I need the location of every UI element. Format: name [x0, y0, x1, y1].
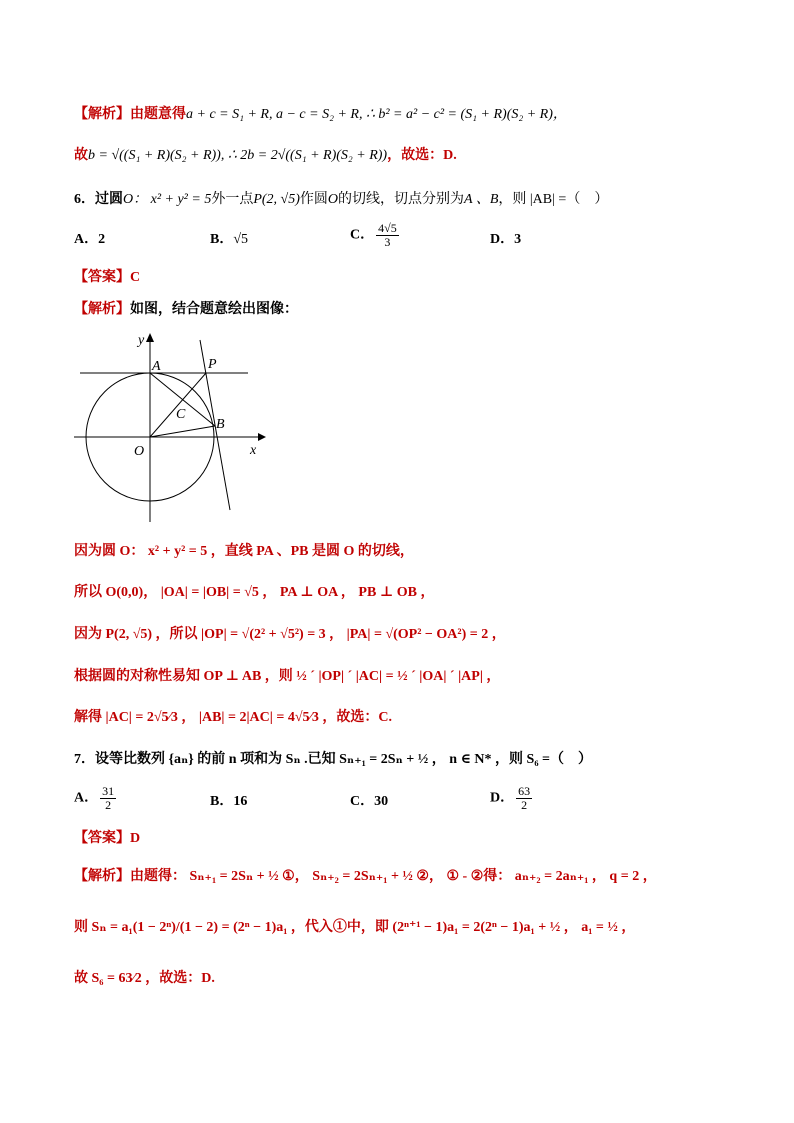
- q6-sol-3: 因为 P(2, √5) ，所以 |OP| = √(2² + √5²) = 3 ， |PA| = √(OP² − OA²) = 2 ，: [74, 627, 506, 642]
- segment-op: [150, 373, 206, 437]
- q6-figure: [72, 330, 272, 525]
- q6-option-a: A．2: [74, 232, 106, 247]
- q6-sol-1: 因为圆 O： x² + y² = 5 ，直线 PA 、PB 是圆 O 的切线，: [74, 544, 414, 559]
- q5-math-2: b = √((S₁ + R)(S₂ + R)), ∴ 2b = 2√((S₁ + R)(S₂ + R)): [88, 148, 388, 163]
- jiexi-tag: 【解析】: [74, 107, 130, 122]
- q5-jiexi-line1: 【解析】由题意得a + c = S₁ + R, a − c = S₂ + R, ∴ b² = a² − c² = (S₁ + R)(S₂ + R)，: [74, 107, 567, 122]
- segment-ob: [150, 426, 215, 437]
- q6-option-b: B．√5: [210, 232, 249, 247]
- q5-jiexi-line2: 故b = √((S₁ + R)(S₂ + R)), ∴ 2b = 2√((S₁ + R)(S₂ + R))，故选：D.: [74, 148, 457, 163]
- q7-answer: 【答案】D: [74, 831, 141, 846]
- label-p: P: [208, 357, 217, 372]
- q6-answer: 【答案】C: [74, 270, 141, 285]
- q7-sol-3: 故 S₆ = 63⁄2 ，故选：D.: [74, 971, 215, 986]
- label-x: x: [250, 443, 257, 458]
- q5-math-1: a + c = S₁ + R, a − c = S₂ + R, ∴ b² = a² − c² = (S₁ + R)(S₂ + R)，: [186, 107, 567, 122]
- q7-stem: 7．设等比数列 {aₙ} 的前 n 项和为 Sₙ .已知 Sₙ₊₁ = 2Sₙ + ½ ， n ∈ N* ，则 S₆ =（ ）: [74, 752, 593, 767]
- q6-sol-2: 所以 O(0,0)， |OA| = |OB| = √5 ， PA ⊥ OA ， PB ⊥ OB ，: [74, 585, 435, 600]
- x-axis-arrow: [258, 433, 266, 441]
- label-o: O: [134, 444, 145, 459]
- label-c: C: [176, 407, 186, 422]
- q7-option-d: D． $\frac{63}{2}$: [490, 784, 531, 812]
- q7-sol-2: 则 Sₙ = a₁(1 − 2ⁿ)/(1 − 2) = (2ⁿ − 1)a₁ ，代入①中，即 (2ⁿ⁺¹ − 1)a₁ = 2(2ⁿ − 1)a₁ + ½ ， a₁ = ½ ，: [74, 920, 636, 935]
- q6-stem: 6．过圆O： x² + y² = 5外一点P(2, √5)作圆O的切线，切点分别为A 、B，则 |AB| =（ ）: [74, 192, 609, 207]
- q6-option-c: C． $\frac{4√5}{3}$: [350, 221, 397, 249]
- q7-option-a: A． $\frac{31}{2}$: [74, 784, 115, 812]
- q6-sol-4: 根据圆的对称性易知 OP ⊥ AB ，则 ½ ´ |OP| ´ |AC| = ½ ´ |OA| ´ |AP| ，: [74, 669, 501, 684]
- label-b: B: [216, 417, 225, 432]
- q7-sol-1: 【解析】由题得： Sₙ₊₁ = 2Sₙ + ½ ①， Sₙ₊₂ = 2Sₙ₊₁ + ½ ②， ① - ②得： aₙ₊₂ = 2aₙ₊₁ ， q = 2 ，: [74, 869, 657, 884]
- q6-option-d: D．3: [490, 232, 522, 247]
- q7-option-b: B．16: [210, 794, 248, 809]
- label-a: A: [152, 359, 161, 374]
- q6-sol-5: 解得 |AC| = 2√5⁄3 ， |AB| = 2|AC| = 4√5⁄3 ，故选：C.: [74, 710, 392, 725]
- label-y: y: [138, 333, 145, 348]
- q7-option-c: C．30: [350, 794, 389, 809]
- y-axis-arrow: [146, 333, 154, 342]
- q6-jiexi-intro: 【解析】如图，结合题意绘出图像：: [74, 302, 298, 317]
